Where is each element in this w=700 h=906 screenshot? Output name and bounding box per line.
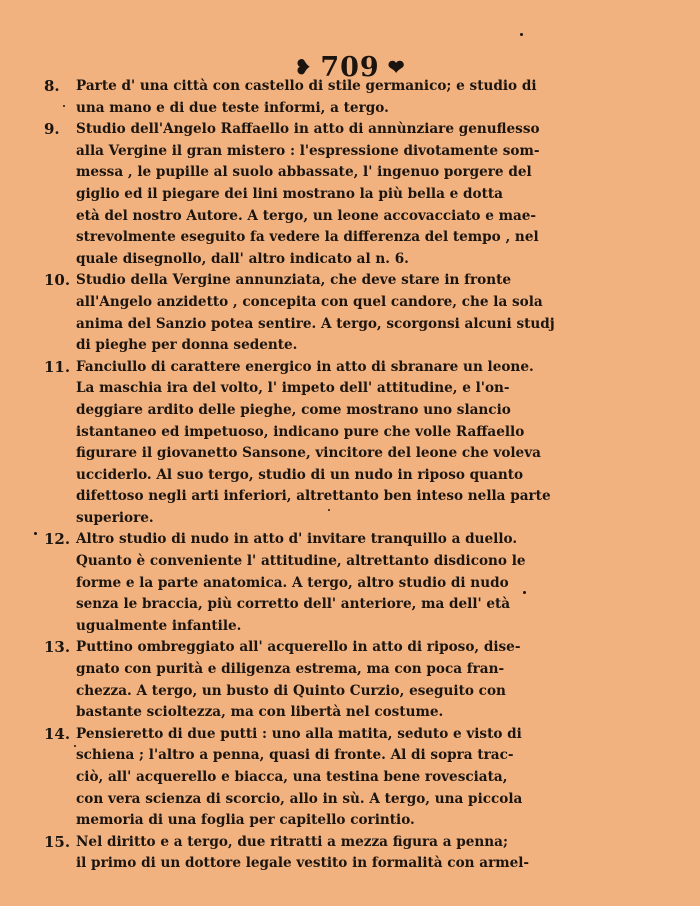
ink-speck xyxy=(34,532,37,535)
entry-line: con vera scienza di scorcio, allo in sù. A tergo, una piccola xyxy=(76,790,523,807)
entry-number: 8. xyxy=(44,77,60,95)
entry-line: alla Vergine il gran mistero : l'espressione divotamente som- xyxy=(76,142,540,159)
catalog-entry-8 xyxy=(0,76,700,119)
entry-line: il primo di un dottore legale vestito in formalità con armel- xyxy=(76,855,530,872)
entry-line: bastante scioltezza, ma con libertà nel costume. xyxy=(76,704,444,721)
entry-line: Quanto è conveniente l' attitudine, altrettanto disdicono le xyxy=(76,553,526,570)
page-number: 709 xyxy=(320,52,380,83)
entry-line: strevolmente eseguito fa vedere la differenza del tempo , nel xyxy=(76,229,539,246)
entry-line: messa , le pupille al suolo abbassate, l' ingenuo porgere del xyxy=(76,164,532,181)
entry-line: gnato con purità e diligenza estrema, ma con poca fran- xyxy=(76,661,505,678)
catalog-entry-10 xyxy=(0,270,700,356)
ink-speck xyxy=(520,33,523,36)
ornament-left-icon: ❥ xyxy=(294,55,313,79)
entry-number: 13. xyxy=(44,638,71,657)
entry-line: istantaneo ed impetuoso, indicano pure che volle Raffaello xyxy=(76,423,525,440)
catalog-entry-15 xyxy=(0,832,700,875)
entry-line: forme e la parte anatomica. A tergo, altro studio di nudo xyxy=(76,574,509,591)
entry-line: di pieghe per donna sedente. xyxy=(76,337,298,354)
catalog-entry-13 xyxy=(0,637,700,723)
entry-line: schiena ; l'altro a penna, quasi di fronte. Al di sopra trac- xyxy=(76,747,514,764)
ink-speck xyxy=(328,509,330,511)
entry-number: 15. xyxy=(44,832,71,851)
entry-number: 11. xyxy=(44,357,71,376)
entry-line: una mano e di due teste informi, a tergo. xyxy=(76,99,389,116)
entry-line: chezza. A tergo, un busto di Quinto Curzio, eseguito con xyxy=(76,682,506,699)
entry-line: all'Angelo anzidetto , concepita con quel candore, che la sola xyxy=(76,293,543,310)
entry-line: Parte d' una città con castello di stile germanico; e studio di xyxy=(76,78,537,94)
entry-line: anima del Sanzio potea sentire. A tergo, scorgonsi alcuni studj xyxy=(76,315,555,332)
entry-line: superiore. xyxy=(76,509,154,526)
entry-line: Studio della Vergine annunziata, che deve stare in fronte xyxy=(76,272,512,289)
entry-number: 14. xyxy=(44,724,71,743)
entry-line: ciò, all' acquerello e biacca, una testina bene rovesciata, xyxy=(76,769,508,785)
entry-line: La maschia ira del volto, l' impeto dell' attitudine, e l'on- xyxy=(76,380,510,397)
entry-line: giglio ed il piegare dei lini mostrano la più bella e dotta xyxy=(76,185,503,202)
entry-line: Studio dell'Angelo Raffaello in atto di annùnziare genuflesso xyxy=(76,121,540,138)
entry-line: Altro studio di nudo in atto d' invitare tranquillo a duello. xyxy=(76,531,518,548)
entry-line: età del nostro Autore. A tergo, un leone accovacciato e mae- xyxy=(76,207,537,224)
catalog-entry-11 xyxy=(0,357,700,530)
entry-number: 12. xyxy=(44,530,71,549)
entry-line: Puttino ombreggiato all' acquerello in atto di riposo, dise- xyxy=(76,639,521,656)
entry-line: memoria di una foglia per capitello corintio. xyxy=(76,812,415,829)
ink-speck xyxy=(523,591,526,594)
entry-line: quale disegnollo, dall' altro indicato al n. 6. xyxy=(76,250,409,267)
catalog-entry-12 xyxy=(0,529,700,637)
entry-number: 9. xyxy=(44,120,60,139)
entry-line: Nel diritto e a tergo, due ritratti a mezza figura a penna; xyxy=(76,833,508,850)
entry-line: difettoso negli arti inferiori, altrettanto ben inteso nella parte xyxy=(76,488,551,505)
entry-line: senza le braccia, più corretto dell' anteriore, ma dell' età xyxy=(76,596,511,613)
entry-line: figurare il giovanetto Sansone, vincitore del leone che voleva xyxy=(76,445,541,462)
entry-line: ugualmente infantile. xyxy=(76,617,242,634)
entry-line: ucciderlo. Al suo tergo, studio di un nudo in riposo quanto xyxy=(76,466,524,483)
entry-line: Pensieretto di due putti : uno alla matita, seduto e visto di xyxy=(76,725,522,742)
catalog-entry-9 xyxy=(0,119,700,270)
ornament-right-icon: ❤ xyxy=(387,55,406,79)
entry-number: 10. xyxy=(44,271,71,290)
entry-line: Fanciullo di carattere energico in atto di sbranare un leone. xyxy=(76,358,534,375)
catalog-entries xyxy=(0,76,700,875)
entry-line: deggiare ardito delle pieghe, come mostrano uno slancio xyxy=(76,401,511,418)
ink-speck xyxy=(63,105,65,107)
catalog-entry-14 xyxy=(0,724,700,832)
ink-speck xyxy=(74,745,76,747)
